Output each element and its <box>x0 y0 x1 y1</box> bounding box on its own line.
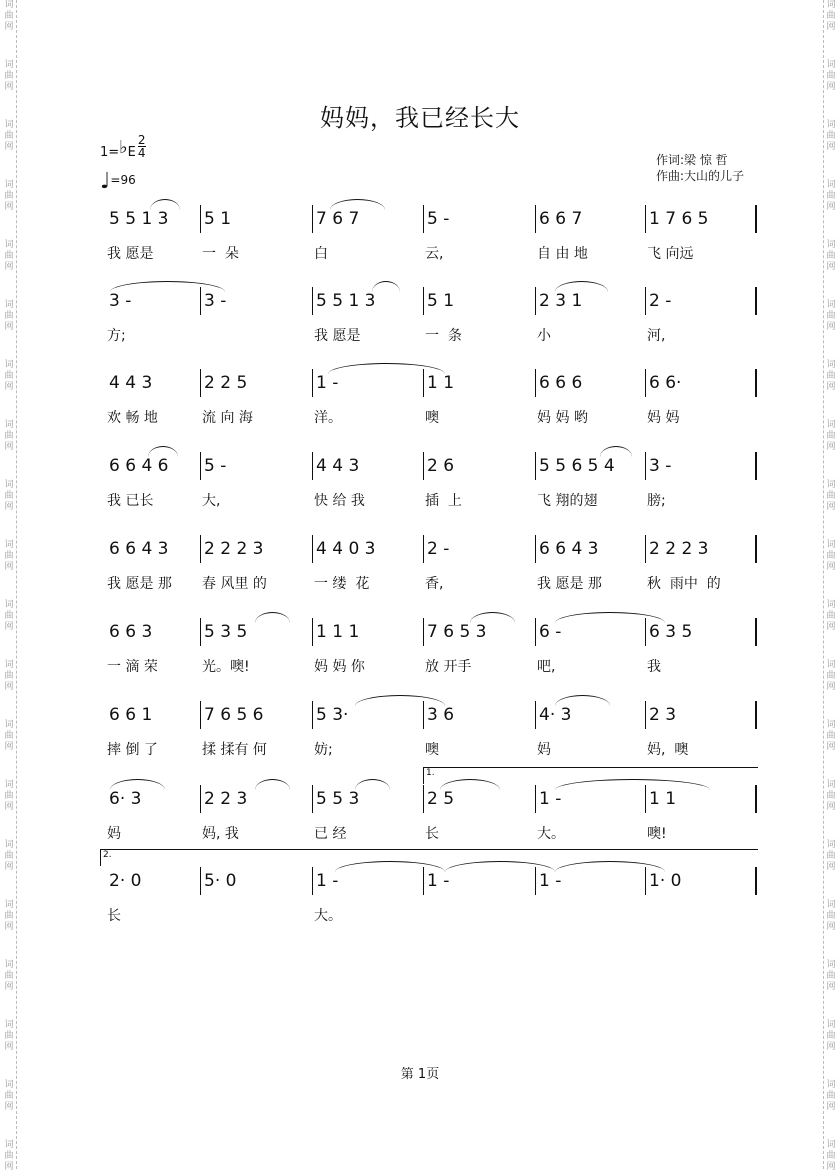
bar-line <box>423 785 424 813</box>
slur-arc <box>328 363 445 374</box>
measure-notes: 5 - <box>427 209 450 229</box>
measure-notes: 2 3 <box>649 705 677 725</box>
left-watermark-strip <box>4 0 17 1172</box>
quarter-note-icon: ♩ <box>100 169 111 194</box>
watermark-text: 词 曲 网 <box>4 1140 14 1172</box>
measure-notes: 5 5 1 3 <box>316 291 376 311</box>
measure-lyrics: 长 <box>107 908 121 924</box>
volta-bracket: 1. <box>423 767 758 784</box>
bar-line <box>535 785 536 813</box>
slur-arc <box>555 612 665 623</box>
measure-lyrics: 飞 翔的翅 <box>537 493 598 509</box>
measure-lyrics: 我 愿是 <box>314 328 361 344</box>
measure-notes: 2 - <box>427 539 450 559</box>
measure-lyrics: 洋。 <box>314 410 342 426</box>
bar-line <box>312 205 313 233</box>
watermark-text: 词 曲 网 <box>826 600 836 632</box>
watermark-text: 词 曲 网 <box>4 360 14 392</box>
measure-lyrics: 噢 <box>425 410 439 426</box>
measure-lyrics: 大, <box>202 493 221 509</box>
measure-notes: 6 3 5 <box>649 622 693 642</box>
measure-notes: 4 4 0 3 <box>316 539 376 559</box>
bar-line <box>423 205 424 233</box>
bar-line <box>535 535 536 563</box>
bar-line <box>200 205 201 233</box>
measure-lyrics: 噢 <box>425 742 439 758</box>
measure-lyrics: 妈, 我 <box>202 826 239 842</box>
measure-notes: 7 6 5 6 <box>204 705 264 725</box>
measure-notes: 1 1 <box>427 373 455 393</box>
watermark-text: 词 曲 网 <box>826 900 836 932</box>
volta-bracket: 2. <box>100 849 758 866</box>
measure-notes: 2 5 <box>427 789 455 809</box>
bar-line <box>645 452 646 480</box>
watermark-text: 词 曲 网 <box>4 60 14 92</box>
bar-line <box>535 701 536 729</box>
watermark-text: 词 曲 网 <box>826 1020 836 1052</box>
measure-notes: 1· 0 <box>649 871 682 891</box>
measure-lyrics: 一 滴 荣 <box>107 659 158 675</box>
measure-lyrics: 插 上 <box>425 493 462 509</box>
measure-notes: 6 6 4 3 <box>539 539 599 559</box>
slur-arc <box>150 199 180 210</box>
watermark-text: 词 曲 网 <box>826 780 836 812</box>
time-signature <box>138 134 146 159</box>
slur-arc <box>255 612 290 623</box>
bar-line <box>645 287 646 315</box>
watermark-text: 词 曲 网 <box>4 300 14 332</box>
bar-line <box>755 205 757 233</box>
measure-notes: 4 4 3 <box>109 373 153 393</box>
watermark-text: 词 曲 网 <box>4 660 14 692</box>
bar-line <box>645 535 646 563</box>
watermark-text: 词 曲 网 <box>4 900 14 932</box>
measure-notes: 2 2 2 3 <box>649 539 709 559</box>
bar-line <box>200 535 201 563</box>
measure-lyrics: 我 <box>647 659 661 675</box>
measure-lyrics: 我 愿是 那 <box>107 576 172 592</box>
key-tonic: E <box>127 145 136 160</box>
bar-line <box>755 867 757 895</box>
measure-lyrics: 长 <box>425 826 439 842</box>
measure-notes: 5 5 1 3 <box>109 209 169 229</box>
credits <box>656 152 744 184</box>
bar-line <box>645 205 646 233</box>
measure-lyrics: 已 经 <box>314 826 347 842</box>
measure-lyrics: 一 条 <box>425 328 462 344</box>
measure-lyrics: 一 缕 花 <box>314 576 370 592</box>
measure-lyrics: 妈, 噢 <box>647 742 689 758</box>
measure-lyrics: 方; <box>107 328 126 344</box>
watermark-text: 词 曲 网 <box>4 1080 14 1112</box>
measure-lyrics: 小 <box>537 328 551 344</box>
bar-line <box>535 618 536 646</box>
bar-line <box>312 452 313 480</box>
measure-lyrics: 放 开手 <box>425 659 472 675</box>
measure-lyrics: 噢! <box>647 826 667 842</box>
watermark-text: 词 曲 网 <box>4 480 14 512</box>
measure-lyrics: 膀; <box>647 493 666 509</box>
measure-lyrics: 我 愿是 <box>107 246 154 262</box>
measure-lyrics: 秋 雨中 的 <box>647 576 721 592</box>
bar-line <box>200 701 201 729</box>
watermark-text: 词 曲 网 <box>4 840 14 872</box>
watermark-text: 词 曲 网 <box>826 540 836 572</box>
measure-lyrics: 妈 妈 哟 <box>537 410 588 426</box>
bar-line <box>755 287 757 315</box>
measure-lyrics: 妈 <box>107 826 121 842</box>
watermark-text: 词 曲 网 <box>826 1080 836 1112</box>
measure-lyrics: 香, <box>425 576 444 592</box>
slur-arc <box>148 446 178 457</box>
measure-lyrics: 光。噢! <box>202 659 250 675</box>
measure-lyrics: 妈 <box>537 742 551 758</box>
bar-line <box>645 369 646 397</box>
watermark-text: 词 曲 网 <box>826 180 836 212</box>
measure-notes: 5· 0 <box>204 871 237 891</box>
measure-lyrics: 妨; <box>314 742 333 758</box>
measure-lyrics: 揉 揉有 何 <box>202 742 267 758</box>
bar-line <box>645 701 646 729</box>
right-watermark-strip <box>823 0 836 1172</box>
tempo-value: =96 <box>110 173 136 187</box>
watermark-text: 词 曲 网 <box>4 0 14 32</box>
measure-notes: 5 1 <box>427 291 455 311</box>
time-top: 2 <box>137 133 146 147</box>
watermark-text: 词 曲 网 <box>4 720 14 752</box>
bar-line <box>312 535 313 563</box>
bar-line <box>200 618 201 646</box>
watermark-text: 词 曲 网 <box>826 720 836 752</box>
measure-lyrics: 快 给 我 <box>314 493 365 509</box>
watermark-text: 词 曲 网 <box>826 480 836 512</box>
measure-notes: 1 1 <box>649 789 677 809</box>
bar-line <box>312 785 313 813</box>
watermark-text: 词 曲 网 <box>826 660 836 692</box>
measure-notes: 1 7 6 5 <box>649 209 709 229</box>
measure-lyrics: 云, <box>425 246 444 262</box>
watermark-text: 词 曲 网 <box>826 420 836 452</box>
slur-arc <box>330 199 385 210</box>
bar-line <box>755 369 757 397</box>
watermark-text: 词 曲 网 <box>4 1020 14 1052</box>
measure-notes: 7 6 5 3 <box>427 622 487 642</box>
watermark-text: 词 曲 网 <box>4 600 14 632</box>
watermark-text: 词 曲 网 <box>4 960 14 992</box>
bar-line <box>312 287 313 315</box>
measure-notes: 6 6 4 3 <box>109 539 169 559</box>
measure-notes: 1 - <box>316 373 339 393</box>
measure-lyrics: 我 愿是 那 <box>537 576 602 592</box>
measure-notes: 1 - <box>427 871 450 891</box>
measure-notes: 2 - <box>649 291 672 311</box>
watermark-text: 词 曲 网 <box>826 60 836 92</box>
slur-arc <box>110 281 225 292</box>
tempo-marking <box>100 165 136 194</box>
slur-arc <box>255 779 290 790</box>
bar-line <box>535 452 536 480</box>
measure-lyrics: 吧, <box>537 659 556 675</box>
bar-line <box>200 452 201 480</box>
measure-notes: 6 6 1 <box>109 705 153 725</box>
watermark-text: 词 曲 网 <box>4 540 14 572</box>
watermark-text: 词 曲 网 <box>4 120 14 152</box>
measure-notes: 1 1 1 <box>316 622 360 642</box>
measure-notes: 2 6 <box>427 456 455 476</box>
measure-lyrics: 我 已长 <box>107 493 154 509</box>
measure-notes: 6 6 6 <box>539 373 583 393</box>
measure-notes: 6· 3 <box>109 789 142 809</box>
watermark-text: 词 曲 网 <box>826 0 836 32</box>
watermark-text: 词 曲 网 <box>826 300 836 332</box>
lyricist: 作词:梁 惊 哲 <box>656 153 728 167</box>
measure-lyrics: 春 风里 的 <box>202 576 267 592</box>
bar-line <box>312 701 313 729</box>
measure-notes: 4· 3 <box>539 705 572 725</box>
measure-notes: 6 6· <box>649 373 682 393</box>
measure-notes: 5 5 6 5 4 <box>539 456 615 476</box>
slur-arc <box>555 695 610 706</box>
measure-notes: 2· 0 <box>109 871 142 891</box>
slur-arc <box>110 779 165 790</box>
bar-line <box>200 867 201 895</box>
bar-line <box>755 785 757 813</box>
measure-lyrics: 欢 畅 地 <box>107 410 158 426</box>
measure-notes: 6 - <box>539 622 562 642</box>
slur-arc <box>555 281 608 292</box>
bar-line <box>312 618 313 646</box>
page-footer: 第 1页 <box>400 1067 440 1082</box>
watermark-text: 词 曲 网 <box>826 1140 836 1172</box>
measure-notes: 2 2 3 <box>204 789 248 809</box>
measure-notes: 5 - <box>204 456 227 476</box>
measure-notes: 3 - <box>204 291 227 311</box>
watermark-text: 词 曲 网 <box>826 240 836 272</box>
slur-arc <box>355 779 390 790</box>
bar-line <box>200 785 201 813</box>
bar-line <box>755 701 757 729</box>
flat-sign: ♭ <box>119 137 128 158</box>
bar-line <box>755 535 757 563</box>
measure-notes: 1 - <box>316 871 339 891</box>
measure-lyrics: 大。 <box>537 826 565 842</box>
slur-arc <box>372 281 400 292</box>
measure-lyrics: 摔 倒 了 <box>107 742 158 758</box>
key-prefix: 1= <box>100 145 120 160</box>
watermark-text: 词 曲 网 <box>4 240 14 272</box>
watermark-text: 词 曲 网 <box>826 120 836 152</box>
measure-notes: 3 - <box>109 291 132 311</box>
bar-line <box>423 535 424 563</box>
measure-notes: 6 6 3 <box>109 622 153 642</box>
bar-line <box>535 369 536 397</box>
slur-arc <box>470 612 515 623</box>
measure-notes: 2 3 1 <box>539 291 583 311</box>
measure-lyrics: 河, <box>647 328 666 344</box>
slur-arc <box>600 446 632 457</box>
bar-line <box>535 287 536 315</box>
key-signature <box>100 133 146 165</box>
measure-lyrics: 妈 妈 你 <box>314 659 365 675</box>
watermark-text: 词 曲 网 <box>4 420 14 452</box>
measure-notes: 2 2 2 3 <box>204 539 264 559</box>
measure-lyrics: 自 由 地 <box>537 246 588 262</box>
bar-line <box>423 287 424 315</box>
measure-lyrics: 妈 妈 <box>647 410 680 426</box>
watermark-text: 词 曲 网 <box>826 960 836 992</box>
measure-lyrics: 大。 <box>314 908 342 924</box>
measure-notes: 1 - <box>539 789 562 809</box>
measure-notes: 2 2 5 <box>204 373 248 393</box>
bar-line <box>755 452 757 480</box>
measure-lyrics: 飞 向远 <box>647 246 694 262</box>
watermark-text: 词 曲 网 <box>4 780 14 812</box>
bar-line <box>423 618 424 646</box>
bar-line <box>200 369 201 397</box>
measure-lyrics: 一 朵 <box>202 246 239 262</box>
measure-notes: 5 1 <box>204 209 232 229</box>
measure-notes: 7 6 7 <box>316 209 360 229</box>
measure-notes: 5 3· <box>316 705 349 725</box>
watermark-text: 词 曲 网 <box>826 360 836 392</box>
bar-line <box>423 452 424 480</box>
measure-notes: 6 6 7 <box>539 209 583 229</box>
measure-notes: 5 5 3 <box>316 789 360 809</box>
composer: 作曲:大山的儿子 <box>656 169 745 183</box>
measure-notes: 3 6 <box>427 705 455 725</box>
measure-notes: 4 4 3 <box>316 456 360 476</box>
measure-notes: 6 6 4 6 <box>109 456 169 476</box>
time-bottom: 4 <box>137 146 146 160</box>
measure-notes: 3 - <box>649 456 672 476</box>
watermark-text: 词 曲 网 <box>826 840 836 872</box>
measure-lyrics: 白 <box>314 246 328 262</box>
bar-line <box>312 867 313 895</box>
bar-line <box>755 618 757 646</box>
measure-notes: 1 - <box>539 871 562 891</box>
watermark-text: 词 曲 网 <box>4 180 14 212</box>
slur-arc <box>355 695 445 706</box>
measure-notes: 5 3 5 <box>204 622 248 642</box>
bar-line <box>535 205 536 233</box>
measure-lyrics: 流 向 海 <box>202 410 253 426</box>
bar-line <box>312 369 313 397</box>
song-title: 妈妈，我已经长大 <box>320 104 520 132</box>
